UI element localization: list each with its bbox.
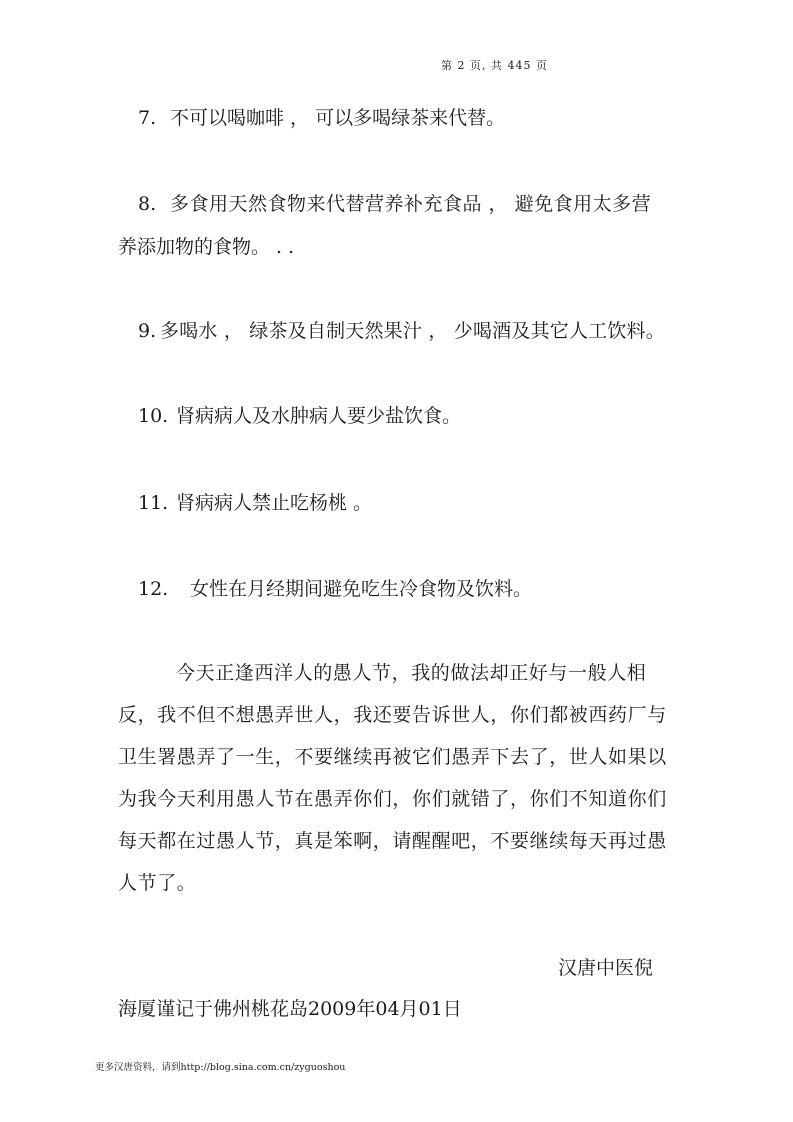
list-item-number: 9. <box>138 320 157 342</box>
list-item-number: 8. <box>138 193 157 215</box>
signature: 汉唐中医倪 <box>558 957 654 979</box>
footer-link-text: 更多汉唐资料，请到http://blog.sina.com.cn/zyguoshou <box>95 1062 346 1073</box>
list-item-8-continuation: 养添加物的食物。 . . <box>118 236 295 258</box>
list-item-7 <box>138 106 505 130</box>
paragraph-line: 为我今天利用愚人节在愚弄你们，你们就错了，你们不知道你们 <box>118 788 667 810</box>
paragraph-line: 卫生署愚弄了一生，不要继续再被它们愚弄下去了，世人如果以 <box>118 746 667 768</box>
list-item-8 <box>138 192 651 216</box>
list-item-text: 女性在月经期间避免吃生冷食物及饮料。 <box>190 578 533 600</box>
list-item-9 <box>138 319 665 343</box>
paragraph-line: 反，我不但不想愚弄世人，我还要告诉世人，你们都被西药厂与 <box>118 704 667 726</box>
list-item-number: 7. <box>138 107 157 129</box>
paragraph-line: 每天都在过愚人节，真是笨啊，请醒醒吧，不要继续每天再过愚 <box>118 830 667 852</box>
list-item-number: 12. <box>138 578 169 600</box>
list-item-text: 肾病病人及水肿病人要少盐饮食。 <box>176 405 462 427</box>
list-item-text: 多喝水 ， 绿茶及自制天然果汁 ， 少喝酒及其它人工饮料。 <box>160 320 665 342</box>
list-item-12 <box>138 577 532 601</box>
page-indicator: 第 2 页, 共 445 页 <box>441 59 548 72</box>
list-item-10 <box>138 404 461 428</box>
paragraph-line: 今天正逢西洋人的愚人节，我的做法却正好与一般人相 <box>176 662 647 684</box>
list-item-number: 11. <box>138 492 169 514</box>
date-line: 海厦谨记于佛州桃花岛2009年04月01日 <box>118 998 462 1020</box>
list-item-text: 多食用天然食物来代替营养补充食品 ， 避免食用太多营 <box>170 193 652 215</box>
paragraph-line: 人节了。 <box>118 872 197 894</box>
list-item-text: 不可以喝咖啡 ， 可以多喝绿茶来代替。 <box>170 107 506 129</box>
list-item-11 <box>138 491 372 515</box>
list-item-text: 肾病病人禁止吃杨桃 。 <box>176 492 373 514</box>
list-item-number: 10. <box>138 405 169 427</box>
